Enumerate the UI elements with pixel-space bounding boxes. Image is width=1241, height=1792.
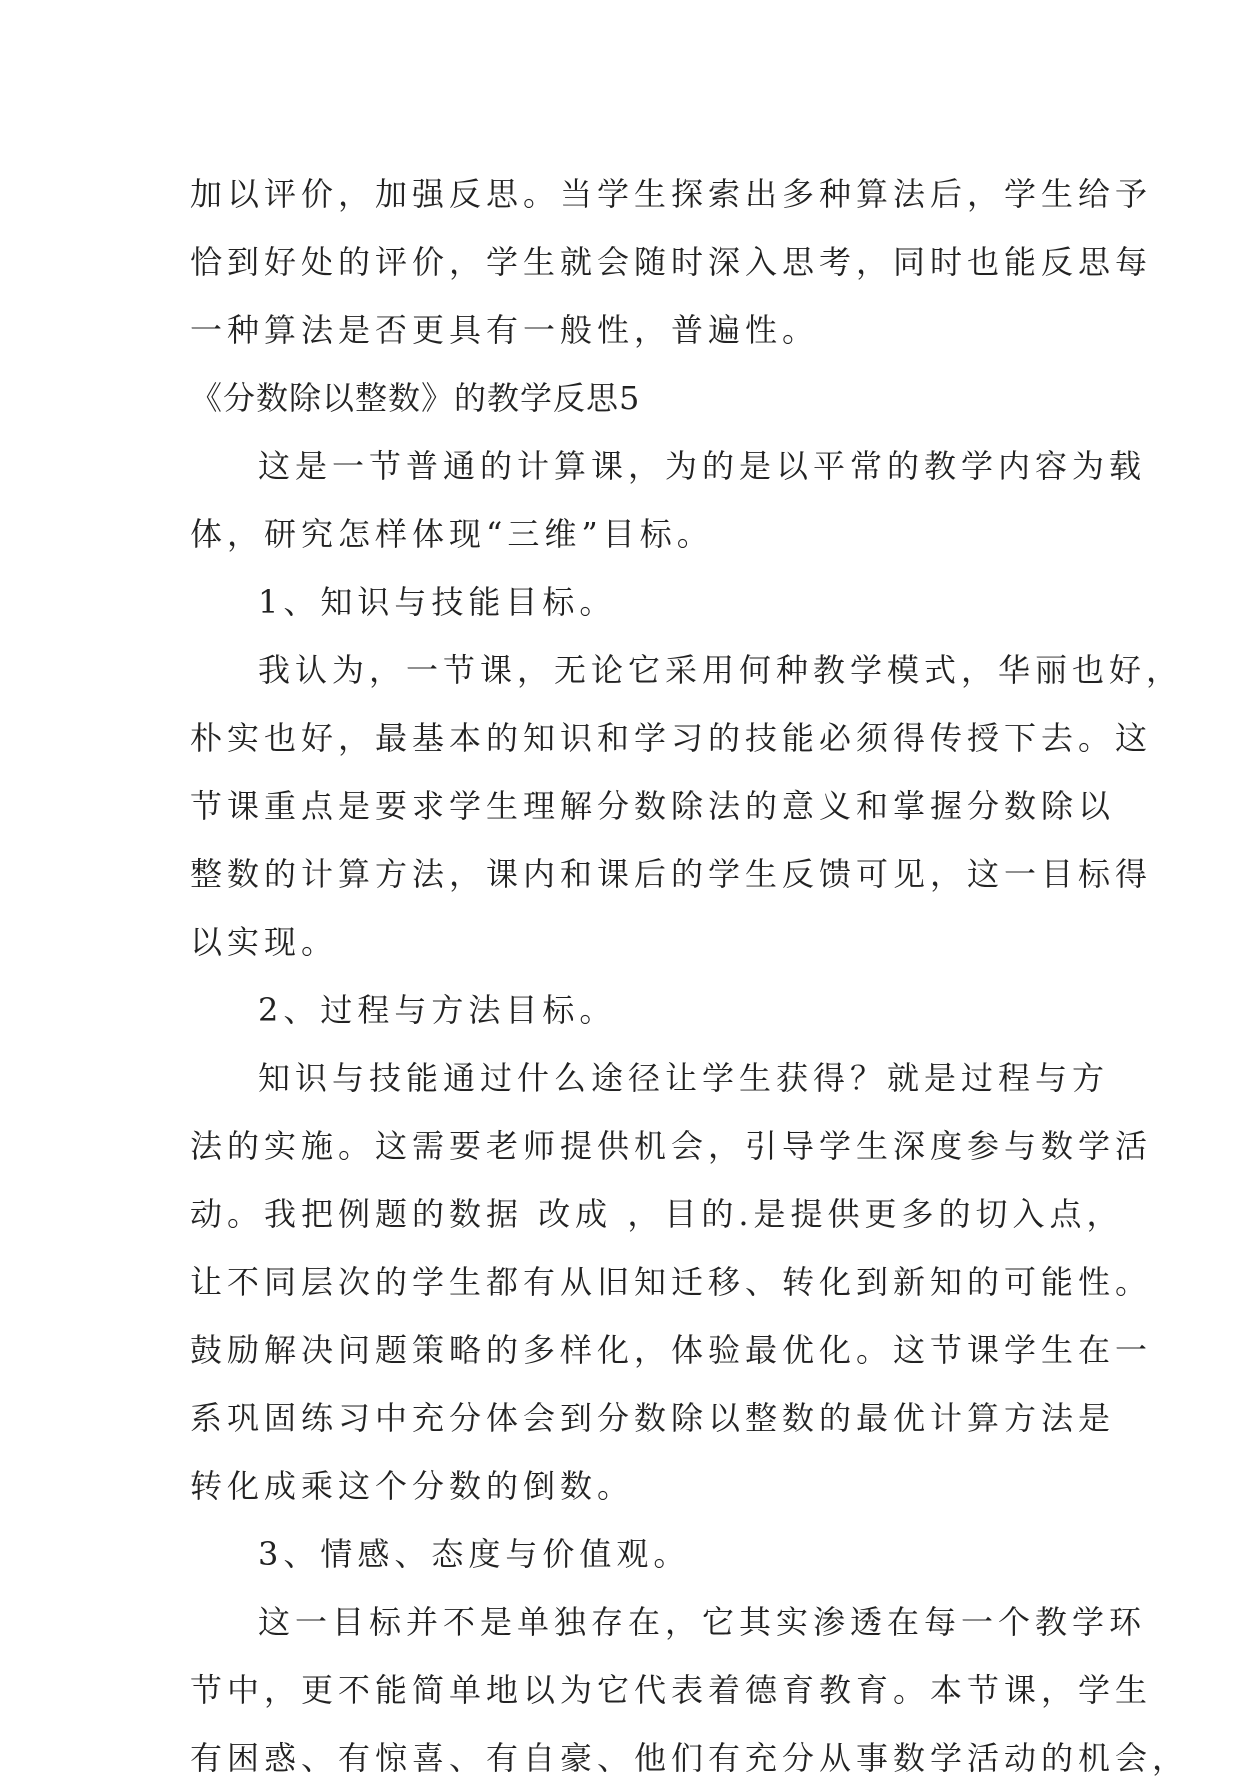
- text-line: 我认为，一节课，无论它采用何种教学模式，华丽也好，: [258, 651, 1184, 689]
- text-line: 节课重点是要求学生理解分数除法的意义和掌握分数除以: [190, 787, 1116, 825]
- text-line: 转化成乘这个分数的倒数。: [190, 1467, 635, 1505]
- text-line: 这是一节普通的计算课，为的是以平常的教学内容为载: [258, 447, 1147, 485]
- text-line: 让不同层次的学生都有从旧知迁移、转化到新知的可能性。: [190, 1263, 1153, 1301]
- text-line: 法的实施。这需要老师提供机会，引导学生深度参与数学活: [190, 1127, 1153, 1165]
- text-line: 鼓励解决问题策略的多样化，体验最优化。这节课学生在一: [190, 1331, 1153, 1369]
- text-line: 朴实也好，最基本的知识和学习的技能必须得传授下去。这: [190, 719, 1153, 757]
- text-line: 整数的计算方法，课内和课后的学生反馈可见，这一目标得: [190, 855, 1153, 893]
- text-line: 以实现。: [190, 923, 339, 961]
- text-line: 这一目标并不是单独存在，它其实渗透在每一个教学环: [258, 1603, 1147, 1641]
- text-line: 系巩固练习中充分体会到分数除以整数的最优计算方法是: [190, 1399, 1116, 1437]
- text-line: 恰到好处的评价，学生就会随时深入思考，同时也能反思每: [190, 243, 1153, 281]
- text-line: 节中，更不能简单地以为它代表着德育教育。本节课，学生: [190, 1671, 1153, 1709]
- section-heading: 《分数除以整数》的教学反思5: [190, 379, 641, 417]
- text-line: 一种算法是否更具有一般性，普遍性。: [190, 311, 820, 349]
- text-line: 2、过程与方法目标。: [258, 991, 617, 1029]
- text-line: 3、情感、态度与价值观。: [258, 1535, 691, 1573]
- text-line: 动。我把例题的数据 改成 ，目的.是提供更多的切入点，: [190, 1195, 1124, 1233]
- text-line: 知识与技能通过什么途径让学生获得？就是过程与方: [258, 1059, 1110, 1097]
- text-line: 体，研究怎样体现“三维”目标。: [190, 515, 714, 553]
- text-line: 有困惑、有惊喜、有自豪、他们有充分从事数学活动的机会，: [190, 1739, 1190, 1777]
- text-line: 加以评价，加强反思。当学生探索出多种算法后，学生给予: [190, 175, 1153, 213]
- text-line: 1、知识与技能目标。: [258, 583, 617, 621]
- document-page: [190, 160, 1190, 1792]
